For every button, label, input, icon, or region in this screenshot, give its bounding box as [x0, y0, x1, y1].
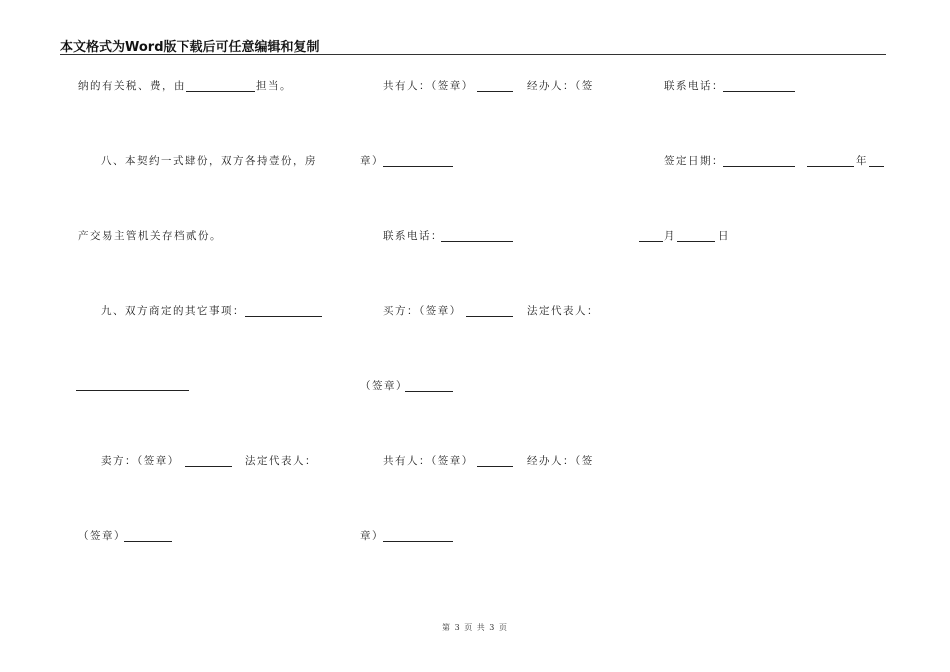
agent-seal-blank-1	[383, 166, 453, 167]
agent-seal-end-2: 章）	[360, 530, 384, 542]
other-matters-blank-line2	[76, 390, 189, 391]
seller-seal-blank	[185, 466, 232, 467]
page-footer: 第 3 页 共 3 页	[442, 623, 508, 632]
phone-blank-col3	[723, 91, 795, 92]
buyer-legal-rep-label: 法定代表人：	[527, 305, 599, 317]
buyer-legal-seal-blank	[405, 391, 453, 392]
year-blank	[807, 166, 854, 167]
agent-seal-blank-2	[383, 541, 453, 542]
clause-eight-continued: 产交易主管机关存档贰份。	[78, 230, 222, 242]
month-label: 月	[664, 230, 676, 242]
seller-legal-seal-label: （签章）	[78, 530, 126, 542]
header-title: 本文格式为Word版下载后可任意编辑和复制	[60, 40, 320, 55]
buyer-seal-label: 买方：（签章）	[383, 305, 462, 317]
co-owner-seal-label-2: 共有人：（签章）	[383, 455, 474, 467]
seller-seal-label: 卖方：（签章）	[101, 455, 180, 467]
day-label: 日	[718, 230, 730, 242]
agent-seal-label-1: 经办人：（签	[527, 80, 594, 92]
sign-date-blank	[723, 166, 795, 167]
seller-legal-rep-label: 法定代表人：	[245, 455, 317, 467]
clause-nine-text: 九、双方商定的其它事项：	[101, 305, 245, 317]
clause-eight-text: 八、本契约一式肆份，双方各持壹份，房	[101, 155, 317, 167]
phone-blank-col2	[441, 241, 513, 242]
year-label: 年	[856, 155, 868, 167]
co-owner-seal-blank-2	[477, 466, 513, 467]
phone-label-col3: 联系电话：	[664, 80, 724, 92]
sign-date-label: 签定日期：	[664, 155, 724, 167]
year-trailing-blank	[869, 166, 884, 167]
month-blank	[639, 241, 663, 242]
page-header	[60, 36, 886, 55]
day-blank	[677, 241, 715, 242]
buyer-seal-blank	[466, 316, 513, 317]
buyer-legal-seal-label: （签章）	[360, 380, 408, 392]
tax-party-blank	[186, 91, 255, 92]
tax-clause-text: 纳的有关税、费，由	[78, 80, 186, 92]
seller-legal-seal-blank	[124, 541, 172, 542]
agent-seal-label-2: 经办人：（签	[527, 455, 594, 467]
co-owner-seal-label-1: 共有人：（签章）	[383, 80, 474, 92]
agent-seal-end-1: 章）	[360, 155, 384, 167]
tax-clause-suffix: 担当。	[256, 80, 292, 92]
co-owner-seal-blank-1	[477, 91, 513, 92]
other-matters-blank	[245, 316, 322, 317]
phone-label-col2: 联系电话：	[383, 230, 443, 242]
